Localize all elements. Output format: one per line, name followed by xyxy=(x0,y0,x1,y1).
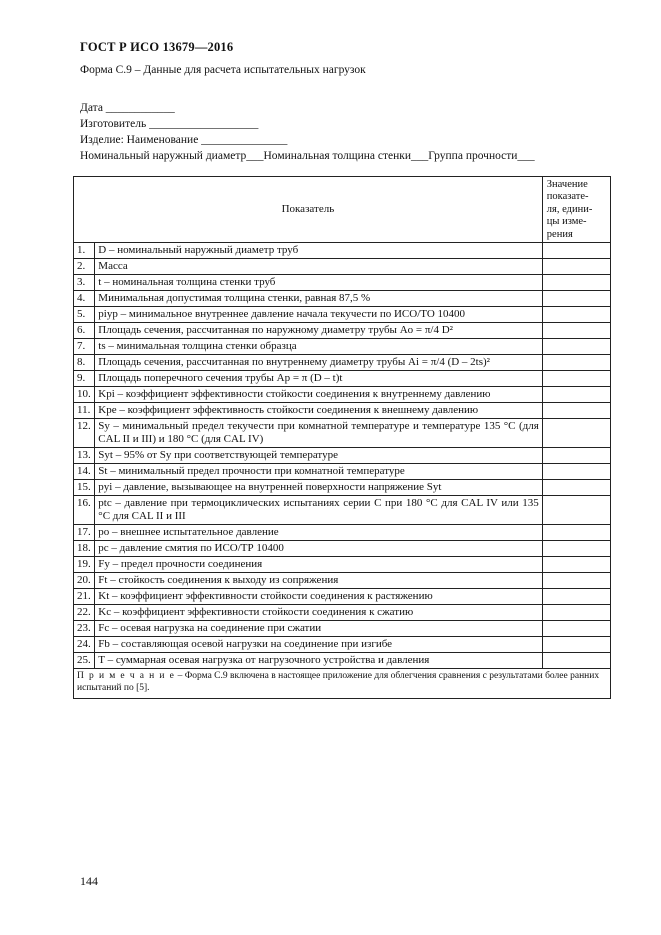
header-indicator: Показатель xyxy=(74,177,543,243)
row-number: 1. xyxy=(74,243,95,259)
table-row xyxy=(74,307,611,323)
row-description: pyi – давление, вызывающее на внутренней поверхности напряжение Syt xyxy=(95,480,543,496)
table-row xyxy=(74,259,611,275)
row-description: Fb – составляющая осевой нагрузки на соединение при изгибе xyxy=(95,637,543,653)
table-row xyxy=(74,525,611,541)
row-description: D – номинальный наружный диаметр труб xyxy=(95,243,543,259)
row-number: 25. xyxy=(74,653,95,669)
row-number: 2. xyxy=(74,259,95,275)
note-label: П р и м е ч а н и е xyxy=(77,671,176,682)
row-number: 13. xyxy=(74,448,95,464)
header-value-line: рения xyxy=(546,228,573,240)
row-description: pc – давление смятия по ИСО/ТР 10400 xyxy=(95,541,543,557)
row-description: T – суммарная осевая нагрузка от нагрузочного устройства и давления xyxy=(95,653,543,669)
row-number: 3. xyxy=(74,275,95,291)
row-description: Площадь сечения, рассчитанная по внутреннему диаметру трубы Ai = π/4 (D – 2ts)² xyxy=(95,355,543,371)
row-number: 9. xyxy=(74,371,95,387)
page-number: 144 xyxy=(80,874,98,888)
table-row xyxy=(74,621,611,637)
row-value xyxy=(542,573,610,589)
row-value xyxy=(542,589,610,605)
row-number: 8. xyxy=(74,355,95,371)
row-description: Kpi – коэффициент эффективности стойкости соединения к внутреннему давлению xyxy=(95,387,543,403)
row-number: 21. xyxy=(74,589,95,605)
table-row xyxy=(74,557,611,573)
table-row xyxy=(74,243,611,259)
form-title: Форма С.9 – Данные для расчета испытательных нагрузок xyxy=(80,64,366,76)
row-description: Kc – коэффициент эффективности стойкости соединения к сжатию xyxy=(95,605,543,621)
table-row xyxy=(74,371,611,387)
row-value xyxy=(542,605,610,621)
data-table xyxy=(73,176,611,699)
row-value xyxy=(542,621,610,637)
row-value xyxy=(542,291,610,307)
table-row xyxy=(74,589,611,605)
row-value xyxy=(542,355,610,371)
table-row xyxy=(74,653,611,669)
row-value xyxy=(542,419,610,448)
row-description: ts – минимальная толщина стенки образца xyxy=(95,339,543,355)
table-row xyxy=(74,480,611,496)
row-value xyxy=(542,259,610,275)
row-description: Syt – 95% от Sy при соответствующей температуре xyxy=(95,448,543,464)
row-number: 23. xyxy=(74,621,95,637)
row-description: St – минимальный предел прочности при комнатной температуре xyxy=(95,464,543,480)
table-row xyxy=(74,448,611,464)
row-value xyxy=(542,307,610,323)
row-value xyxy=(542,637,610,653)
row-value xyxy=(542,480,610,496)
row-number: 10. xyxy=(74,387,95,403)
table-row xyxy=(74,464,611,480)
row-number: 4. xyxy=(74,291,95,307)
field-product: Изделие: Наименование _______________ xyxy=(80,134,288,146)
row-number: 24. xyxy=(74,637,95,653)
row-description: Sy – минимальный предел текучести при комнатной температуре и температуре 135 °С (для CAL II и III) и 180 °С (для CAL IV) xyxy=(95,419,543,448)
row-number: 18. xyxy=(74,541,95,557)
table-row xyxy=(74,323,611,339)
row-number: 16. xyxy=(74,496,95,525)
table-note-row xyxy=(74,669,611,699)
row-value xyxy=(542,403,610,419)
note-text: – Форма С.9 включена в настоящее приложение для облегчения сравнения с результатами более ранних испытаний по [5]. xyxy=(77,671,600,693)
row-description: po – внешнее испытательное давление xyxy=(95,525,543,541)
row-value xyxy=(542,653,610,669)
table-row xyxy=(74,403,611,419)
row-number: 6. xyxy=(74,323,95,339)
table-row xyxy=(74,419,611,448)
row-value xyxy=(542,557,610,573)
row-number: 20. xyxy=(74,573,95,589)
row-description: Площадь поперечного сечения трубы Ap = π (D – t)t xyxy=(95,371,543,387)
row-description: Масса xyxy=(95,259,543,275)
row-number: 7. xyxy=(74,339,95,355)
row-number: 14. xyxy=(74,464,95,480)
table-header-row xyxy=(74,177,611,243)
header-value xyxy=(542,177,610,243)
row-description: Ft – стойкость соединения к выходу из сопряжения xyxy=(95,573,543,589)
row-description: Fy – предел прочности соединения xyxy=(95,557,543,573)
table-row xyxy=(74,387,611,403)
table-row xyxy=(74,573,611,589)
row-value xyxy=(542,464,610,480)
row-number: 19. xyxy=(74,557,95,573)
table-row xyxy=(74,605,611,621)
row-description: Fc – осевая нагрузка на соединение при сжатии xyxy=(95,621,543,637)
row-value xyxy=(542,496,610,525)
header-value-line: Значение xyxy=(546,179,588,190)
row-number: 11. xyxy=(74,403,95,419)
header-value-line: цы изме- xyxy=(546,216,587,228)
field-manufacturer: Изготовитель ___________________ xyxy=(80,118,259,130)
table-row xyxy=(74,541,611,557)
row-number: 17. xyxy=(74,525,95,541)
row-value xyxy=(542,323,610,339)
field-date: Дата ____________ xyxy=(80,102,175,114)
header-value-line: показате- xyxy=(546,191,589,203)
row-value xyxy=(542,243,610,259)
form-fields xyxy=(80,100,535,164)
row-value xyxy=(542,275,610,291)
row-value xyxy=(542,339,610,355)
row-number: 5. xyxy=(74,307,95,323)
table-row xyxy=(74,637,611,653)
standard-code: ГОСТ Р ИСО 13679—2016 xyxy=(80,40,234,54)
row-description: t – номинальная толщина стенки труб xyxy=(95,275,543,291)
table-row xyxy=(74,275,611,291)
row-number: 12. xyxy=(74,419,95,448)
row-description: piyp – минимальное внутреннее давление начала текучести по ИСО/ТО 10400 xyxy=(95,307,543,323)
field-dimensions: Номинальный наружный диаметр___Номинальная толщина стенки___Группа прочности___ xyxy=(80,150,535,162)
row-value xyxy=(542,387,610,403)
row-description: ptc – давление при термоциклических испытаниях серии С при 180 °С для CAL IV или 135 °С для CAL II и III xyxy=(95,496,543,525)
table-row xyxy=(74,355,611,371)
row-number: 22. xyxy=(74,605,95,621)
row-description: Kt – коэффициент эффективности стойкости соединения к растяжению xyxy=(95,589,543,605)
row-value xyxy=(542,541,610,557)
row-description: Kpe – коэффициент эффективность стойкости соединения к внешнему давлению xyxy=(95,403,543,419)
table-row xyxy=(74,339,611,355)
table-row xyxy=(74,291,611,307)
row-description: Площадь сечения, рассчитанная по наружному диаметру трубы Ao = π/4 D² xyxy=(95,323,543,339)
row-value xyxy=(542,371,610,387)
row-number: 15. xyxy=(74,480,95,496)
row-value xyxy=(542,525,610,541)
row-description: Минимальная допустимая толщина стенки, равная 87,5 % xyxy=(95,291,543,307)
row-value xyxy=(542,448,610,464)
header-value-line: ля, едини- xyxy=(546,203,593,215)
table-note xyxy=(74,669,611,699)
table-row xyxy=(74,496,611,525)
